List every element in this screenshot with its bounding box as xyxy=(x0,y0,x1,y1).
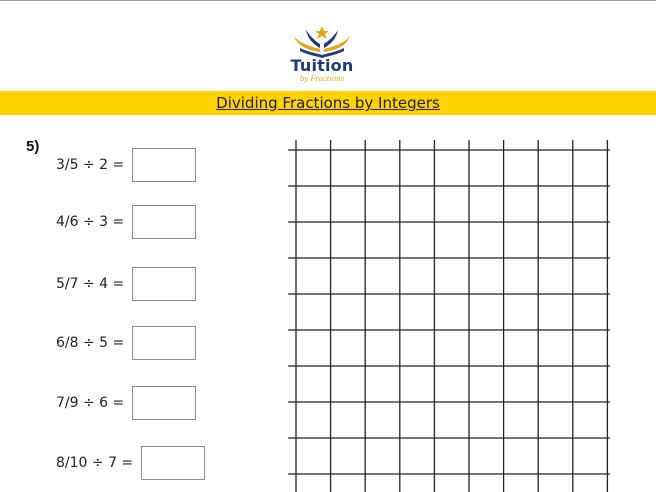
book-star-logo-icon xyxy=(284,22,360,58)
answer-box[interactable] xyxy=(141,446,205,480)
answer-box[interactable] xyxy=(132,205,196,239)
worksheet-title: Dividing Fractions by Integers xyxy=(216,94,440,112)
working-grid xyxy=(288,140,610,492)
problem-row xyxy=(56,148,196,182)
answer-box[interactable] xyxy=(132,267,196,301)
problem-expression: 7/9 ÷ 6 = xyxy=(56,395,125,411)
problem-row xyxy=(56,446,205,480)
logo-tagline: by Fractions xyxy=(299,75,345,83)
problem-expression: 6/8 ÷ 5 = xyxy=(56,335,125,351)
problem-row xyxy=(56,267,196,301)
problem-row xyxy=(56,386,196,420)
title-banner xyxy=(0,91,656,115)
problem-row xyxy=(56,326,196,360)
answer-box[interactable] xyxy=(132,386,196,420)
problem-expression: 5/7 ÷ 4 = xyxy=(56,276,125,292)
top-divider xyxy=(0,0,656,1)
question-number: 5) xyxy=(26,138,40,155)
problem-expression: 3/5 ÷ 2 = xyxy=(56,157,125,173)
problem-expression: 8/10 ÷ 7 = xyxy=(56,455,134,471)
answer-box[interactable] xyxy=(132,326,196,360)
answer-box[interactable] xyxy=(132,148,196,182)
problem-expression: 4/6 ÷ 3 = xyxy=(56,214,125,230)
logo-wordmark: Tuition xyxy=(290,56,354,75)
problem-row xyxy=(56,205,196,239)
tuition-logo xyxy=(284,22,360,88)
